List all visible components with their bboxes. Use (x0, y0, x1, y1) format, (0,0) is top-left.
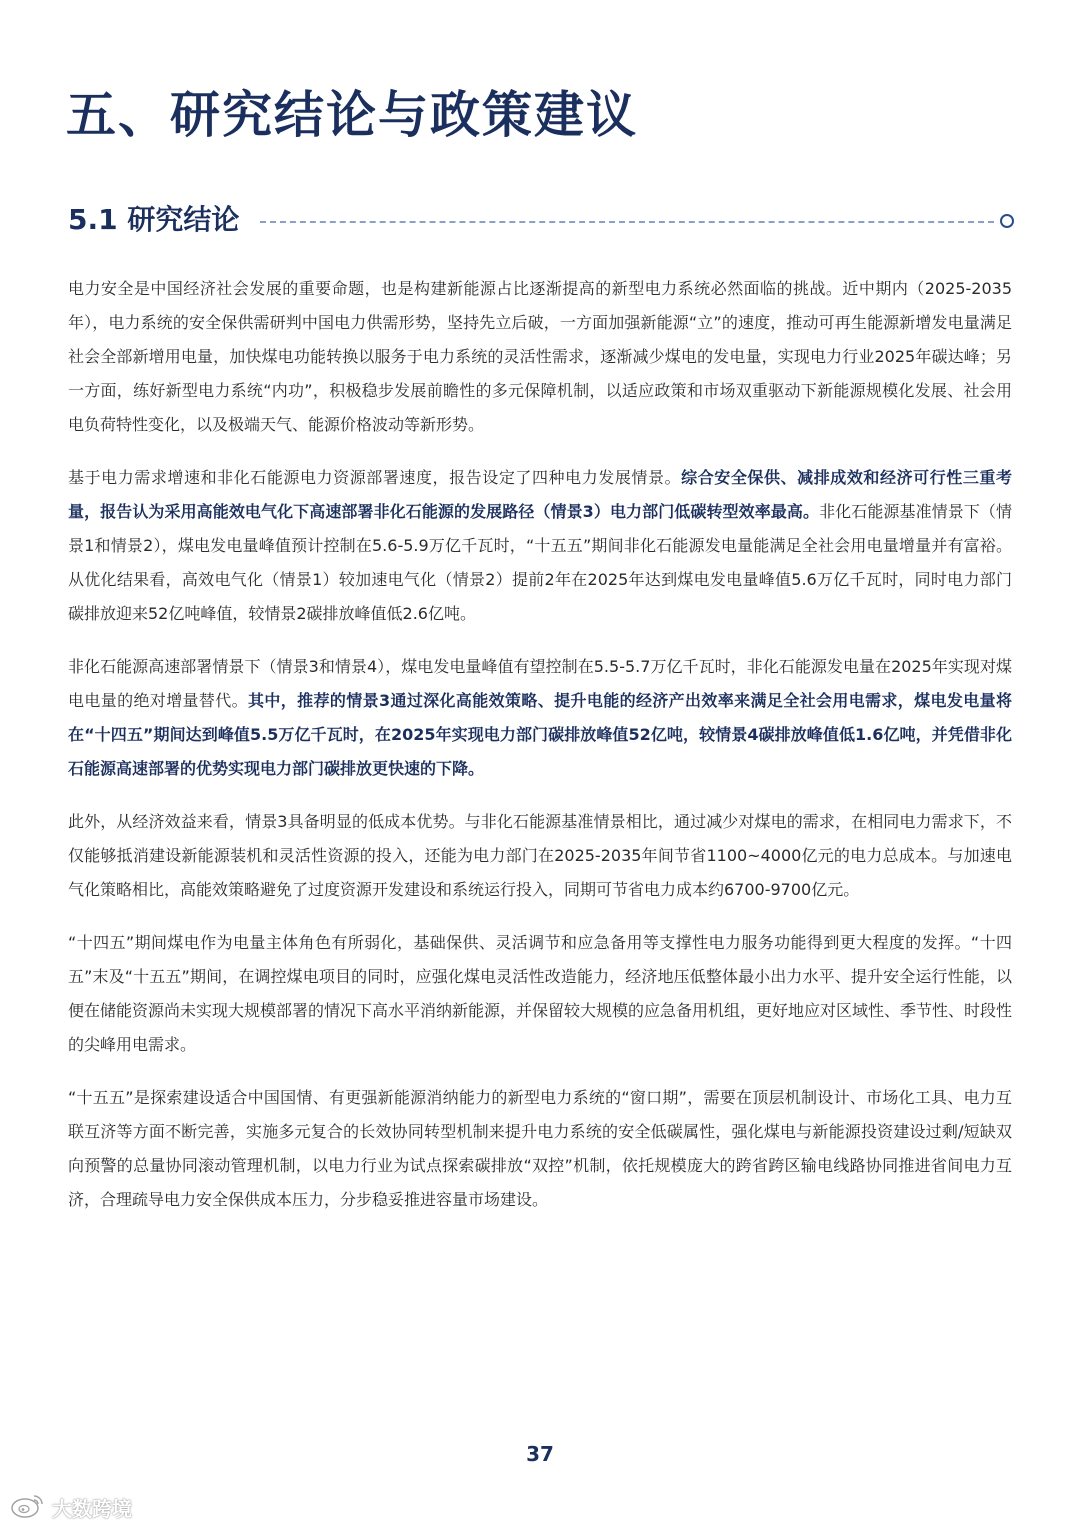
paragraph-1 (68, 272, 1012, 442)
paragraph-4 (68, 805, 1012, 907)
paragraph-text: 非化石能源基准情景下（情景1和情景2），煤电发电量峰值预计控制在5.6-5.9万亿千瓦时，“十五五”期间非化石能源发电量能满足全社会用电量增量并有富裕。从优化结果看，高效电气化（情景1）较加速电气化（情景2）提前2年在2025年达到煤电发电量峰值5.6万亿千瓦时，同时电力部门碳排放迎来52亿吨峰值，较情景2碳排放峰值低2.6亿吨。 (68, 502, 1012, 623)
section-title: 5.1 研究结论 (68, 203, 240, 236)
paragraph-text: “十四五”期间煤电作为电量主体角色有所弱化，基础保供、灵活调节和应急备用等支撑性电力服务功能得到更大程度的发挥。“十四五”末及“十五五”期间，在调控煤电项目的同时，应强化煤电灵活性改造能力，经济地压低整体最小出力水平、提升安全运行性能，以便在储能资源尚未实现大规模部署的情况下高水平消纳新能源，并保留较大规模的应急备用机组，更好地应对区域性、季节性、时段性的尖峰用电需求。 (68, 933, 1013, 1054)
weibo-icon (10, 1491, 46, 1523)
paragraph-text: 电力安全是中国经济社会发展的重要命题，也是构建新能源占比逐渐提高的新型电力系统必然面临的挑战。近中期内（2025-2035年），电力系统的安全保供需研判中国电力供需形势，坚持先立后破，一方面加强新能源“立”的速度，推动可再生能源新增发电量满足社会全部新增用电量，加快煤电功能转换以服务于电力系统的灵活性需求，逐渐减少煤电的发电量，实现电力行业2025年碳达峰；另一方面，练好新型电力系统“内功”，积极稳步发展前瞻性的多元保障机制，以适应政策和市场双重驱动下新能源规模化发展、社会用电负荷特性变化，以及极端天气、能源价格波动等新形势。 (68, 279, 1012, 434)
chapter-title: 五、研究结论与政策建议 (66, 86, 638, 144)
paragraph-highlight: 综合安全保供、减排成效和经济可行性三重考量，报告认为采用高能效电气化下高速部署非化石能源的发展路径（情景3）电力部门低碳转型效率最高。 (68, 468, 1012, 521)
paragraph-5 (68, 926, 1012, 1062)
section-dashed-rule (260, 221, 994, 223)
body-content (68, 272, 1012, 1236)
watermark (10, 1492, 132, 1522)
paragraph-3 (68, 650, 1012, 786)
paragraph-text: “十五五”是探索建设适合中国国情、有更强新能源消纳能力的新型电力系统的“窗口期”，需要在顶层机制设计、市场化工具、电力互联互济等方面不断完善，实施多元复合的长效协同转型机制来提升电力系统的安全低碳属性，强化煤电与新能源投资建设过剩/短缺双向预警的总量协同滚动管理机制，以电力行业为试点探索碳排放“双控”机制，依托规模庞大的跨省跨区输电线路协同推进省间电力互济，合理疏导电力安全保供成本压力，分步稳妥推进容量市场建设。 (68, 1088, 1012, 1209)
paragraph-2 (68, 461, 1012, 631)
paragraph-text: 非化石能源高速部署情景下（情景3和情景4），煤电发电量峰值有望控制在5.5-5.7万亿千瓦时，非化石能源发电量在2025年实现对煤电电量的绝对增量替代。 (68, 657, 1012, 710)
paragraph-6 (68, 1081, 1012, 1217)
paragraph-text: 基于电力需求增速和非化石能源电力资源部署速度，报告设定了四种电力发展情景。 (68, 468, 682, 487)
section-circle-icon (1000, 214, 1014, 228)
paragraph-text: 此外，从经济效益来看，情景3具备明显的低成本优势。与非化石能源基准情景相比，通过减少对煤电的需求，在相同电力需求下，不仅能够抵消建设新能源装机和灵活性资源的投入，还能为电力部门在2025-2035年间节省1100~4000亿元的电力总成本。与加速电气化策略相比，高能效策略避免了过度资源开发建设和系统运行投入，同期可节省电力成本约6700-9700亿元。 (68, 812, 1012, 899)
section-header (68, 200, 1014, 240)
paragraph-highlight: 其中，推荐的情景3通过深化高能效策略、提升电能的经济产出效率来满足全社会用电需求，煤电发电量将在“十四五”期间达到峰值5.5万亿千瓦时，在2025年实现电力部门碳排放峰值52亿吨，较情景4碳排放峰值低1.6亿吨，并凭借非化石能源高速部署的优势实现电力部门碳排放更快速的下降。 (68, 691, 1012, 778)
page-number: 37 (526, 1442, 554, 1466)
watermark-text: 大数跨境 (52, 1496, 132, 1521)
